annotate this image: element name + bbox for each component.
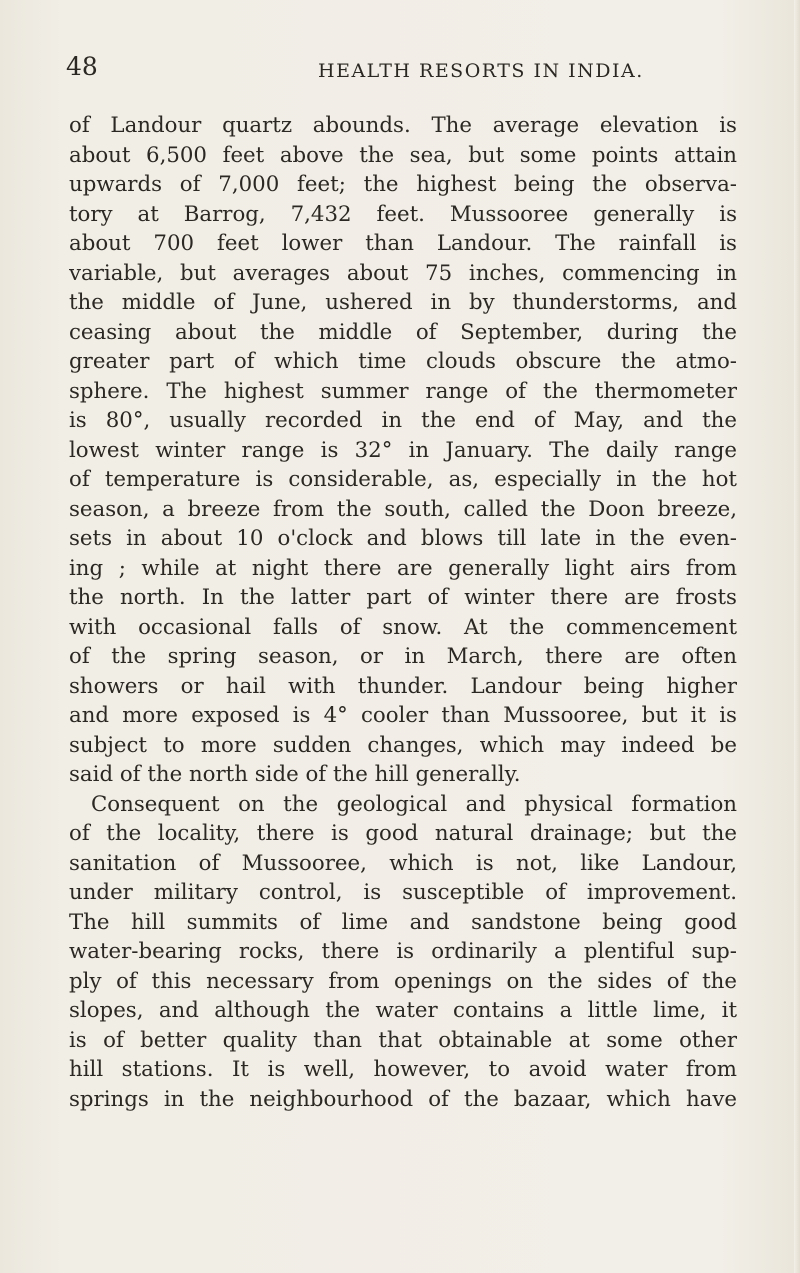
running-head: HEALTH RESORTS IN INDIA.	[318, 60, 644, 82]
text-line: with occasional falls of snow. At the commencement	[69, 614, 737, 640]
text-line: tory at Barrog, 7,432 feet. Mussooree generally is	[69, 201, 737, 227]
text-line: season, a breeze from the south, called the Doon breeze,	[69, 496, 737, 522]
text-line: lowest winter range is 32° in January. The daily range	[69, 437, 737, 463]
text-line: greater part of which time clouds obscure the atmo-	[69, 349, 737, 374]
text-line: upwards of 7,000 feet; the highest being the observa-	[69, 172, 737, 197]
text-line: subject to more sudden changes, which may indeed be	[69, 732, 737, 758]
text-line: water-bearing rocks, there is ordinarily a plentiful sup-	[69, 939, 737, 964]
text-line: The hill summits of lime and sandstone being good	[69, 909, 737, 935]
text-line: sphere. The highest summer range of the thermometer	[69, 378, 737, 404]
text-line: variable, but averages about 75 inches, commencing in	[69, 260, 737, 286]
paragraph-first-line: Consequent on the geological and physical formation	[91, 791, 737, 817]
text-line: sanitation of Mussooree, which is not, like Landour,	[69, 850, 737, 876]
page-number: 48	[66, 52, 98, 81]
text-line: springs in the neighbourhood of the bazaar, which have	[69, 1086, 737, 1112]
text-line: the middle of June, ushered in by thunderstorms, and	[69, 290, 737, 315]
text-line: the north. In the latter part of winter there are frosts	[69, 585, 737, 610]
text-line: slopes, and although the water contains a little lime, it	[69, 998, 737, 1023]
text-line: said of the north side of the hill generally.	[69, 762, 521, 787]
text-line: sets in about 10 o'clock and blows till late in the even-	[69, 526, 737, 551]
text-line: hill stations. It is well, however, to avoid water from	[69, 1057, 737, 1082]
text-line: is 80°, usually recorded in the end of May, and the	[69, 408, 737, 433]
text-line: ply of this necessary from openings on the sides of the	[69, 968, 737, 994]
text-line: and more exposed is 4° cooler than Mussooree, but it is	[69, 703, 737, 728]
text-line: showers or hail with thunder. Landour being higher	[69, 673, 737, 699]
text-line: of Landour quartz abounds. The average elevation is	[69, 113, 737, 138]
text-line: ceasing about the middle of September, during the	[69, 319, 737, 345]
text-line: of the locality, there is good natural drainage; but the	[69, 821, 737, 846]
text-line: of the spring season, or in March, there are often	[69, 644, 737, 669]
page-edge-shadow	[794, 0, 800, 1273]
text-line: ing ; while at night there are generally light airs from	[69, 555, 737, 581]
text-line: under military control, is susceptible of improvement.	[69, 880, 737, 905]
text-line: about 6,500 feet above the sea, but some points attain	[69, 142, 737, 168]
body-text	[69, 111, 737, 1114]
text-line: is of better quality than that obtainable at some other	[69, 1027, 737, 1053]
text-line: about 700 feet lower than Landour. The rainfall is	[69, 231, 737, 256]
text-line: of temperature is considerable, as, especially in the hot	[69, 467, 737, 492]
